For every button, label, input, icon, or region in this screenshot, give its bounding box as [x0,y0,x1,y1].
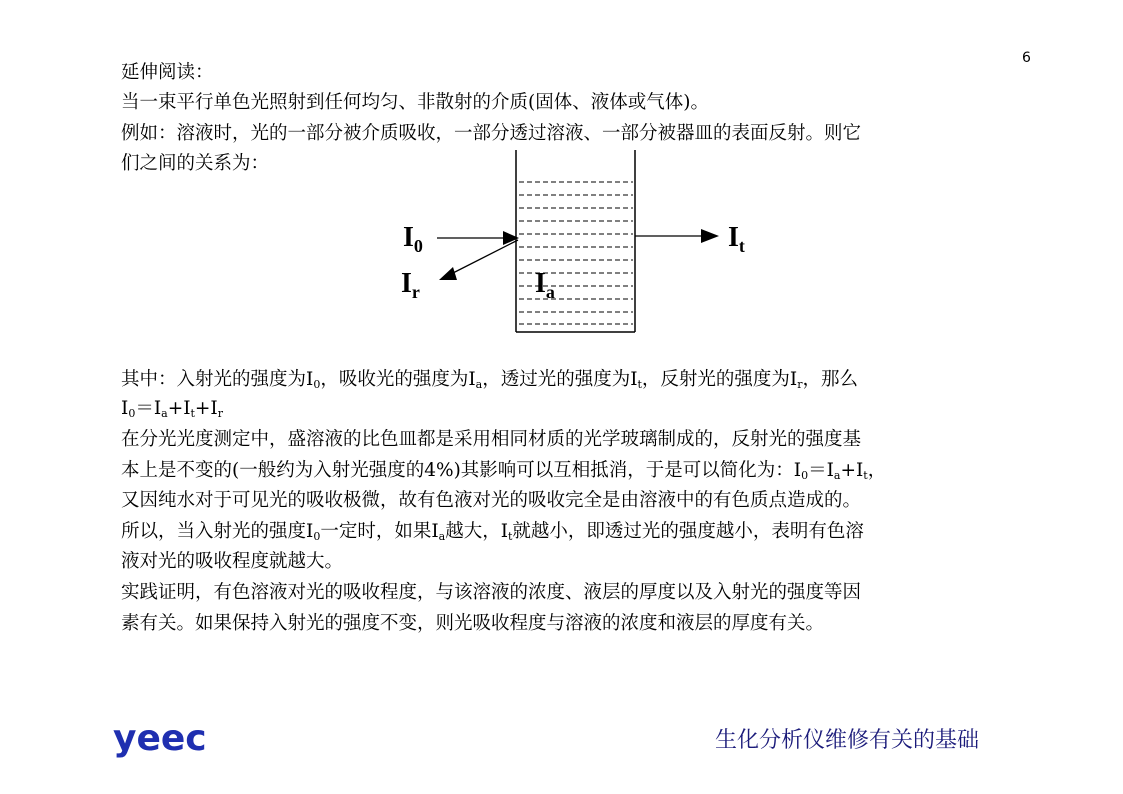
equation-line: $I_0=I_a+I_t+I_r$ [121,398,223,420]
text-line: 又因纯水对于可见光的吸收极微，故有色液对光的吸收完全是由溶液中的有色质点造成的。 [121,490,862,511]
text-line: 延伸阅读： [121,62,214,83]
yeec-logo [113,720,213,760]
text-line: 本上是不变的(一般约为入射光强度的4%)其影响可以互相抵消，于是可以简化为：$I_0=I_a+I_t$， [121,460,887,482]
text-line: 液对光的吸收程度就越大。 [121,551,344,572]
text-line: 们之间的关系为： [121,153,270,174]
label-reflected: $I_r$ [401,268,420,302]
text-line: 所以，当入射光的强度$I_0$一定时，如果$I_a$越大，$I_t$就越小，即透过光的强度越小，表明有色溶 [121,521,864,543]
page-number: 6 [1022,50,1031,66]
transmitted-arrow [635,229,719,243]
label-transmitted: $I_t$ [728,222,745,256]
text-line: 素有关。如果保持入射光的强度不变，则光吸收程度与溶液的浓度和液层的厚度有关。 [121,613,825,634]
footer-title: 生化分析仪维修有关的基础 [715,728,980,753]
cuvette [516,150,635,332]
reflected-arrow [439,240,518,280]
svg-text:yeec: yeec [113,720,207,759]
light-absorption-diagram [395,150,775,345]
text-line: 当一束平行单色光照射到任何均匀、非散射的介质(固体、液体或气体)。 [121,92,709,113]
text-line: 其中：入射光的强度为$I_0$，吸收光的强度为$I_a$，透过光的强度为$I_t$，反射光的强度为$I_r$，那么 [121,369,859,391]
label-absorbed: $I_a$ [535,268,555,302]
text-line: 例如：溶液时，光的一部分被介质吸收，一部分透过溶液、一部分被器皿的表面反射。则它 [121,123,862,144]
incident-arrow [437,231,519,245]
text-line: 在分光光度测定中，盛溶液的比色皿都是采用相同材质的光学玻璃制成的，反射光的强度基 [121,429,862,450]
label-incident: $I_0$ [403,222,423,256]
liquid-hatching [519,182,633,324]
text-line: 实践证明，有色溶液对光的吸收程度，与该溶液的浓度、液层的厚度以及入射光的强度等因 [121,582,862,603]
